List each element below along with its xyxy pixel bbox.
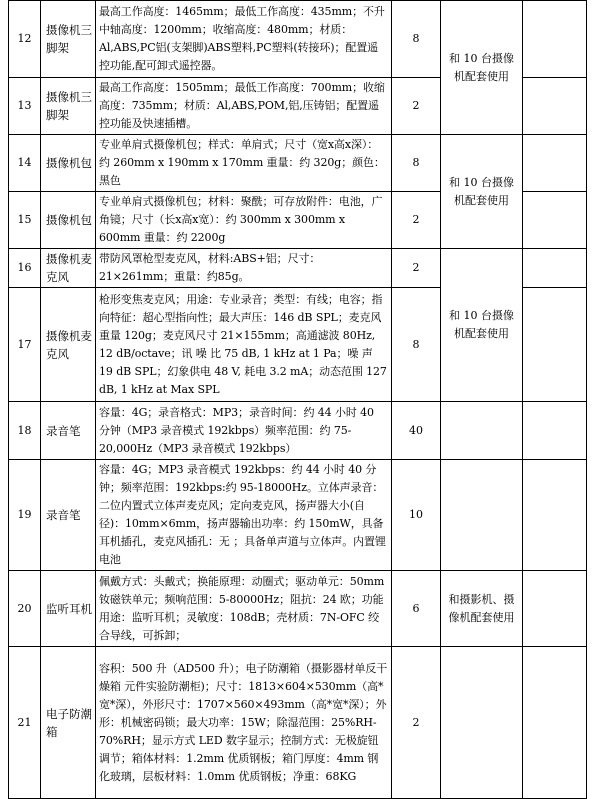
item-qty: 2: [392, 78, 441, 135]
item-note: 和 10 台摄像机配套使用: [441, 135, 523, 249]
item-qty: 2: [392, 192, 441, 249]
empty-cell: [523, 288, 587, 402]
item-note: 和 10 台摄像机配套使用: [441, 249, 523, 402]
item-name: 摄像机包: [41, 192, 96, 249]
item-note: 和摄影机、摄像机配套使用: [441, 571, 523, 647]
row-number: 15: [9, 192, 41, 249]
item-note: 和 10 台摄像机配套使用: [441, 1, 523, 135]
item-spec: 专业单肩式摄像机包；材料：聚酰；可存放附件：电池，广角镜；尺寸（长x高x宽）：约 300mm x 300mm x 600mm 重量：约 2200g: [96, 192, 392, 249]
row-number: 16: [9, 249, 41, 288]
item-spec: 专业单肩式摄像机包；样式：单肩式；尺寸（宽x高x深）：约 260mm x 190mm x 170mm 重量：约 320g；颜色：黑色: [96, 135, 392, 192]
empty-cell: [523, 571, 587, 647]
item-qty: 40: [392, 402, 441, 460]
item-spec: 佩戴方式：头戴式；换能原理：动圈式；驱动单元：50mm 钕磁铁单元；频响范围：5-80000Hz；阻抗：24 欧；功能用途：监听耳机；灵敏度：108dB；壳材质：7N-OFC 绞合导线，可拆卸；: [96, 571, 392, 647]
table-row: [9, 1, 587, 78]
row-number: 19: [9, 460, 41, 571]
row-number: 17: [9, 288, 41, 402]
empty-cell: [523, 460, 587, 571]
item-note: [441, 460, 523, 571]
item-name: 电子防潮箱: [41, 647, 96, 799]
item-note: [441, 647, 523, 799]
item-name: 摄像机包: [41, 135, 96, 192]
item-name: 摄像机麦克风: [41, 288, 96, 402]
table-row: [9, 135, 587, 192]
row-number: 18: [9, 402, 41, 460]
item-spec: 带防风罩枪型麦克风，材料:ABS+铝；尺寸：21×261mm；重量：约85g。: [96, 249, 392, 288]
equipment-table: [8, 0, 587, 799]
item-name: 摄像机三脚架: [41, 1, 96, 78]
item-qty: 6: [392, 571, 441, 647]
item-name: 摄像机三脚架: [41, 78, 96, 135]
item-spec: 容积：500 升（AD500 升）；电子防潮箱（摄影器材单反干燥箱 元件实验防潮柜)；尺寸：1813×604×530mm（高*宽*深），外形尺寸：1707×560×493mm（高*宽*深）；外形：机械密码锁；最大功率：15W；除湿范围：25%RH-70%RH；显示方式 LED 数字显示；控制方式：无极旋钮调节；箱体材料：1.2mm 优质钢板；箱门厚度：4mm 钢化玻璃，层板材料：1.0mm 优质钢板；净重：68KG: [96, 647, 392, 799]
table-row: [9, 647, 587, 799]
row-number: 20: [9, 571, 41, 647]
item-spec: 最高工作高度：1505mm；最低工作高度：700mm；收缩高度：735mm；材质：Al,ABS,POM,铝,压铸铝；配置遥控功能及快速插槽。: [96, 78, 392, 135]
empty-cell: [523, 1, 587, 78]
empty-cell: [523, 135, 587, 192]
row-number: 12: [9, 1, 41, 78]
row-number: 21: [9, 647, 41, 799]
item-qty: 8: [392, 288, 441, 402]
item-name: 录音笔: [41, 460, 96, 571]
row-number: 13: [9, 78, 41, 135]
table-row: [9, 571, 587, 647]
row-number: 14: [9, 135, 41, 192]
item-qty: 8: [392, 1, 441, 78]
item-qty: 8: [392, 135, 441, 192]
table-row: [9, 460, 587, 571]
item-spec: 最高工作高度：1465mm；最低工作高度：435mm；不升中轴高度：1200mm；收缩高度：480mm；材质：Al,ABS,PC铝(支架脚)ABS塑料,PC塑料(转接环)；配置遥控功能,配可卸式遥控器。: [96, 1, 392, 78]
item-name: 监听耳机: [41, 571, 96, 647]
item-spec: 枪形变焦麦克风；用途：专业录音；类型：有线；电容；指向特征：超心型指向性；最大声压：146 dB SPL；麦克风重量 120g；麦克风尺寸 21×155mm；高通滤波 80Hz, 12 dB/octave；讯 噪 比 75 dB, 1 kHz at 1 Pa；噪 声 19 dB SPL；幻象供电 48 V, 耗电 3.2 mA；动态范围 127 dB, 1 kHz at Max SPL: [96, 288, 392, 402]
table-row: [9, 402, 587, 460]
item-spec: 容量：4G；MP3 录音模式 192kbps：约 44 小时 40 分钟；频率范围：192kbps:约 95-18000Hz。立体声录音：二位内置式立体声麦克风；定向麦克风，扬声器大小(自径)：10mm×6mm，扬声器输出功率：约 150mW，具备耳机插孔，麦克风插孔：无 ；具备单声道与立体声。内置锂电池: [96, 460, 392, 571]
empty-cell: [523, 249, 587, 288]
item-qty: 2: [392, 249, 441, 288]
empty-cell: [523, 647, 587, 799]
item-qty: 10: [392, 460, 441, 571]
empty-cell: [523, 402, 587, 460]
empty-cell: [523, 78, 587, 135]
item-name: 摄像机麦克风: [41, 249, 96, 288]
item-name: 录音笔: [41, 402, 96, 460]
item-note: [441, 402, 523, 460]
item-qty: 2: [392, 647, 441, 799]
empty-cell: [523, 192, 587, 249]
item-spec: 容量：4G；录音格式：MP3；录音时间：约 44 小时 40 分钟（MP3 录音模式 192kbps）频率范围：约 75-20,000Hz（MP3 录音模式 192kbps）: [96, 402, 392, 460]
table-row: [9, 249, 587, 288]
